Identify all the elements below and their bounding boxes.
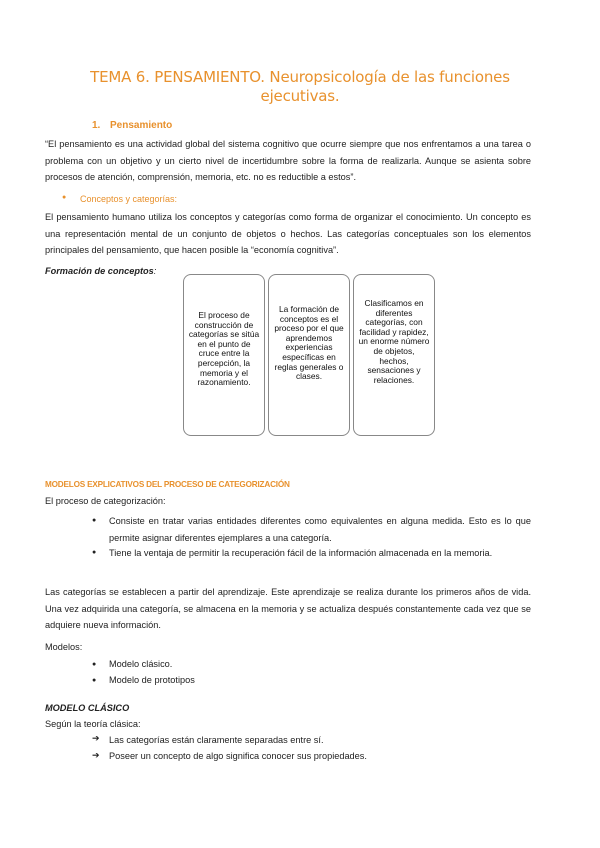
formation-label: Formación de conceptos: (45, 266, 157, 276)
models-label: Modelos: (45, 642, 83, 652)
categorization-intro: El proceso de categorización: (45, 496, 166, 506)
document-title (50, 68, 550, 106)
arrow-icon: ➔ (92, 750, 100, 760)
categorization-bullet-1: Consiste en tratar varias entidades diferentes como equivalentes en alguna medida. Esto es lo que permite asignar diferentes ejemplares a una categoría. (109, 516, 531, 543)
classic-intro: Según la teoría clásica: (45, 719, 141, 729)
definition-quote: “El pensamiento es una actividad global del sistema cognitivo que ocurre siempre que nos enfrentamos a una tarea o problema con un objetivo y un cierto nivel de incertidumbre sobre la forma de realizarla. Aunque se asienta sobre procesos de atención, comprensión, memoria, etc. no es reductible a estos”. (45, 139, 531, 182)
bullet-dot: ● (92, 517, 97, 524)
model-item-prototipos: Modelo de prototipos (109, 675, 195, 685)
bullet-dot: ● (92, 677, 97, 684)
classic-model-heading: MODELO CLÁSICO (45, 703, 130, 713)
section-heading-pensamiento: Pensamiento (110, 120, 173, 131)
learning-paragraph: Las categorías se establecen a partir del aprendizaje. Este aprendizaje se realiza durante los primeros años de vida. Una vez adquirida una categoría, se almacena en la memoria y se actualiza después constantemente cada vez que se adquiere nueva información. (45, 587, 531, 630)
bullet-dot: ● (92, 661, 97, 668)
concept-box-2 (268, 274, 350, 436)
concept-box-1-text: El proceso de construcción de categorías se sitúa en el punto de cruce entre la percepción, la memoria y el razonamiento. (188, 310, 260, 388)
title-line-1: TEMA 6. PENSAMIENTO. Neuropsicología de las funciones (90, 68, 510, 86)
concept-box-2-text: La formación de conceptos es el proceso por el que aprendemos experiencias específicas en reglas generales o clases. (274, 304, 344, 382)
section-heading-modelos: MODELOS EXPLICATIVOS DEL PROCESO DE CATEGORIZACIÓN (45, 480, 290, 489)
concept-box-3-text: Clasificamos en diferentes categorías, con facilidad y rapidez, un enorme número de objetos, hechos, sensaciones y relaciones. (358, 298, 430, 385)
classic-point-2: Poseer un concepto de algo significa conocer sus propiedades. (109, 751, 367, 761)
concept-box-1 (183, 274, 265, 436)
model-item-clasico: Modelo clásico. (109, 659, 173, 669)
classic-point-1: Las categorías están claramente separadas entre sí. (109, 735, 324, 745)
section-number: 1. (92, 120, 101, 131)
bullet-dot: ● (92, 549, 97, 556)
title-line-2: ejecutivas. (260, 87, 340, 105)
subheading-conceptos: Conceptos y categorías: (80, 194, 178, 204)
categorization-bullet-2: Tiene la ventaja de permitir la recuperación fácil de la información almacenada en la memoria. (109, 548, 493, 558)
arrow-icon: ➔ (92, 733, 100, 743)
concepts-paragraph: El pensamiento humano utiliza los conceptos y categorías como forma de organizar el conocimiento. Un concepto es una representación mental de un conjunto de objetos o hechos. Las categorías conceptuales son los elementos principales del pensamiento, que hacen posible la “economía cognitiva”. (45, 212, 531, 255)
bullet-dot: ● (62, 194, 67, 201)
concept-box-3 (353, 274, 435, 436)
